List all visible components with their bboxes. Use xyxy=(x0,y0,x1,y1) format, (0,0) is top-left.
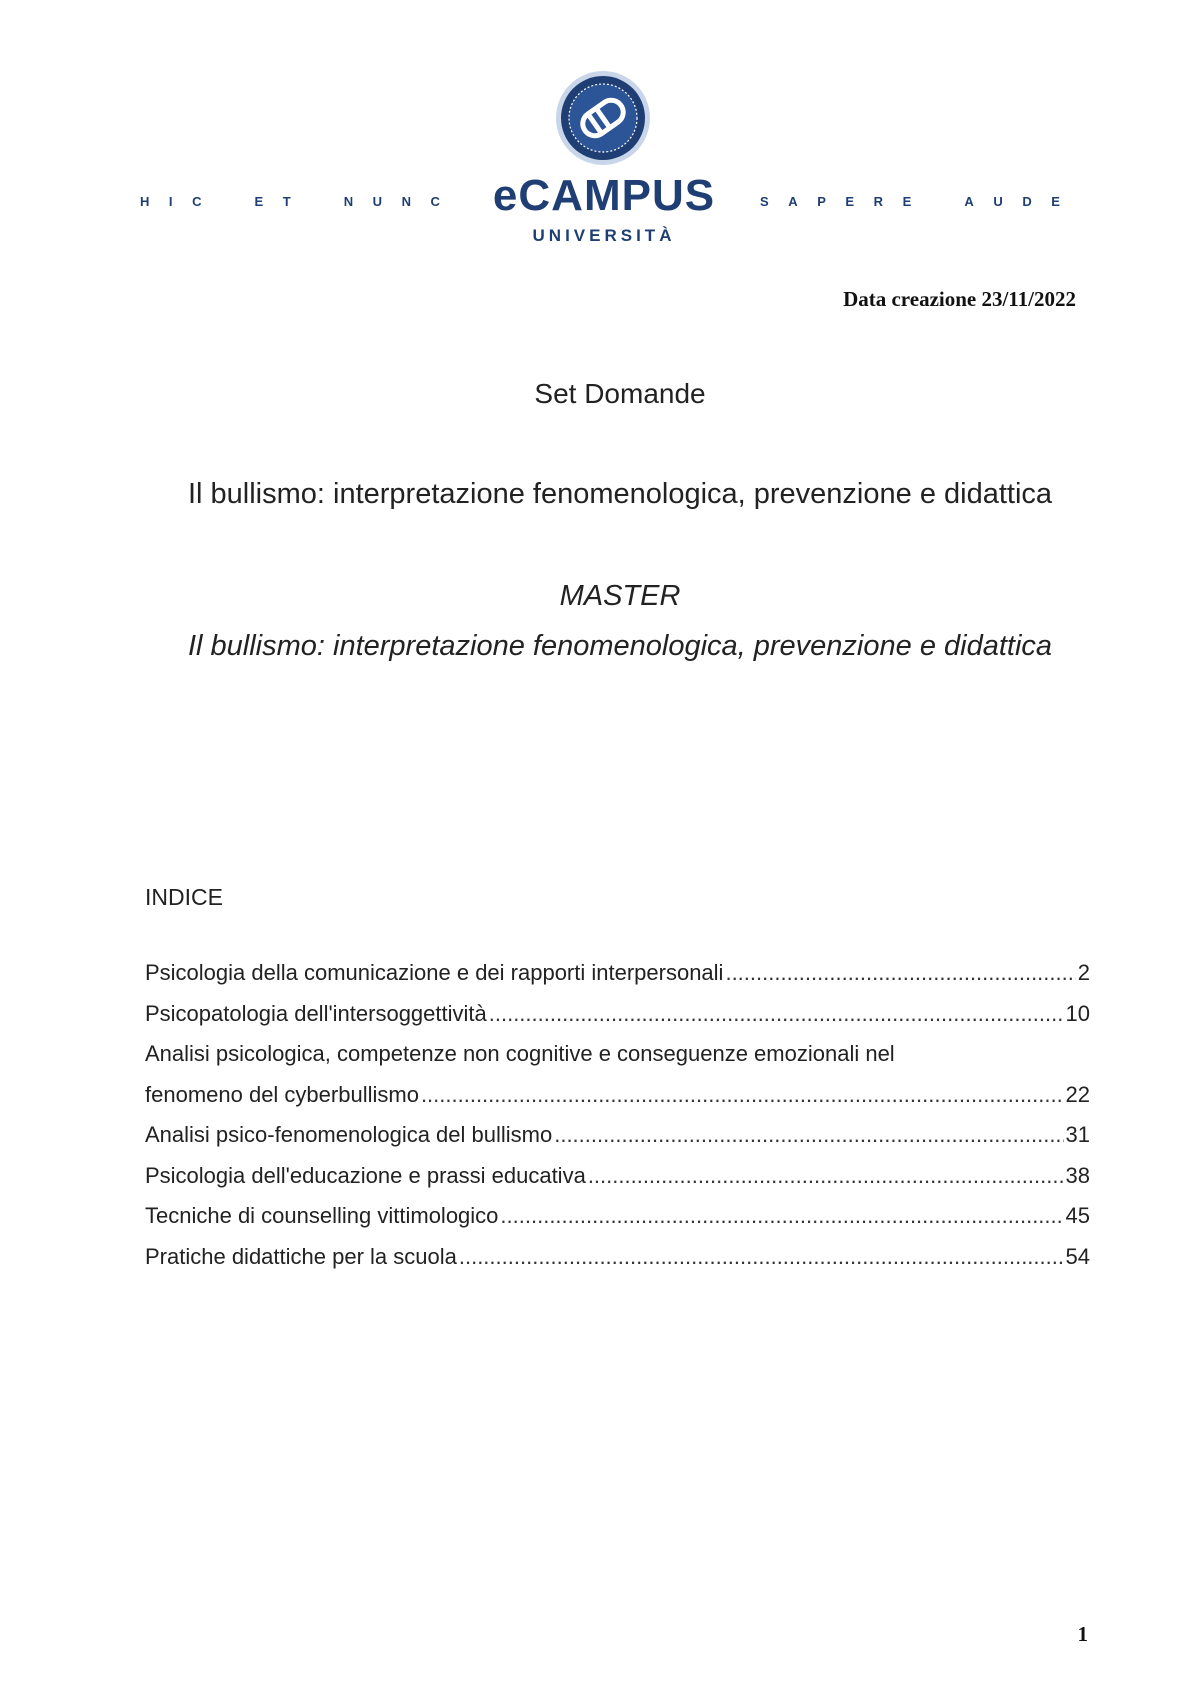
index-heading: INDICE xyxy=(145,884,223,910)
motto-letter: C xyxy=(430,194,440,209)
toc-entry-page: 2 xyxy=(1077,960,1090,985)
toc-entry-title: Psicologia dell'educazione e prassi educativa xyxy=(145,1162,586,1188)
master-title: Il bullismo: interpretazione fenomenologica, prevenzione e didattica xyxy=(187,630,1053,662)
toc-dot-leader xyxy=(489,1001,1064,1027)
toc-entry-title: Psicopatologia dell'intersoggettività xyxy=(145,1000,487,1026)
motto-letter: C xyxy=(192,194,202,209)
motto-hic-et-nunc xyxy=(140,194,440,209)
universita-wordmark: UNIVERSITÀ xyxy=(532,226,676,245)
toc-dot-leader xyxy=(725,960,1075,986)
page-number: 1 xyxy=(1077,1622,1088,1646)
toc-entry[interactable] xyxy=(145,1122,1090,1163)
motto-sapere-aude xyxy=(760,194,1060,209)
toc-entry-title: Psicologia della comunicazione e dei rapporti interpersonali xyxy=(145,960,724,985)
creation-date: Data creazione 23/11/2022 xyxy=(843,287,1076,311)
master-label: MASTER xyxy=(559,580,681,612)
ecampus-seal-logo xyxy=(555,70,651,166)
motto-letter: E xyxy=(902,194,912,209)
toc-entry-title: Analisi psico-fenomenologica del bullismo xyxy=(145,1122,553,1147)
ecampus-wordmark: eCAMPUS xyxy=(492,171,716,220)
motto-letter: I xyxy=(168,194,173,209)
toc-dot-leader xyxy=(500,1203,1063,1229)
course-title: Il bullismo: interpretazione fenomenologica, prevenzione e didattica xyxy=(187,478,1053,510)
motto-letter: N xyxy=(343,194,354,209)
toc-dot-leader xyxy=(459,1244,1064,1270)
motto-letter: S xyxy=(760,194,769,209)
university-header xyxy=(0,70,1200,260)
motto-letter: A xyxy=(964,194,974,209)
toc-entry-title-line1[interactable]: Analisi psicologica, competenze non cognitive e conseguenze emozionali nel xyxy=(145,1041,895,1066)
motto-letter: N xyxy=(401,194,411,209)
toc-entry[interactable] xyxy=(145,1082,1090,1123)
motto-letter: U xyxy=(372,194,383,209)
motto-letter: D xyxy=(1022,194,1032,209)
motto-letter: E xyxy=(845,194,855,209)
toc-entry[interactable] xyxy=(145,960,1090,1001)
table-of-contents xyxy=(145,960,1090,1284)
toc-entry-page: 22 xyxy=(1065,1081,1090,1107)
toc-entry-page: 45 xyxy=(1065,1203,1090,1228)
toc-entry[interactable] xyxy=(145,1244,1090,1285)
toc-entry-title: fenomeno del cyberbullismo xyxy=(145,1081,419,1107)
motto-letter: T xyxy=(282,194,291,209)
toc-entry-title: Tecniche di counselling vittimologico xyxy=(145,1203,499,1228)
motto-letter: E xyxy=(254,194,264,209)
motto-letter: P xyxy=(817,194,826,209)
toc-entry[interactable] xyxy=(145,1163,1090,1204)
toc-dot-leader xyxy=(421,1082,1064,1108)
toc-entry-page: 38 xyxy=(1065,1162,1090,1188)
toc-entry[interactable] xyxy=(145,1001,1090,1042)
motto-letter: A xyxy=(788,194,798,209)
motto-letter: U xyxy=(993,194,1003,209)
toc-entry[interactable] xyxy=(145,1203,1090,1244)
toc-dot-leader xyxy=(588,1163,1064,1189)
toc-entry-page: 10 xyxy=(1065,1000,1090,1026)
motto-letter: R xyxy=(873,194,884,209)
toc-entry-title: Pratiche didattiche per la scuola xyxy=(145,1243,457,1269)
toc-entry-page: 54 xyxy=(1065,1243,1090,1269)
toc-dot-leader xyxy=(554,1122,1063,1148)
toc-entry-page: 31 xyxy=(1065,1122,1090,1147)
motto-letter: E xyxy=(1051,194,1060,209)
motto-letter: H xyxy=(140,194,150,209)
set-title: Set Domande xyxy=(534,378,706,409)
